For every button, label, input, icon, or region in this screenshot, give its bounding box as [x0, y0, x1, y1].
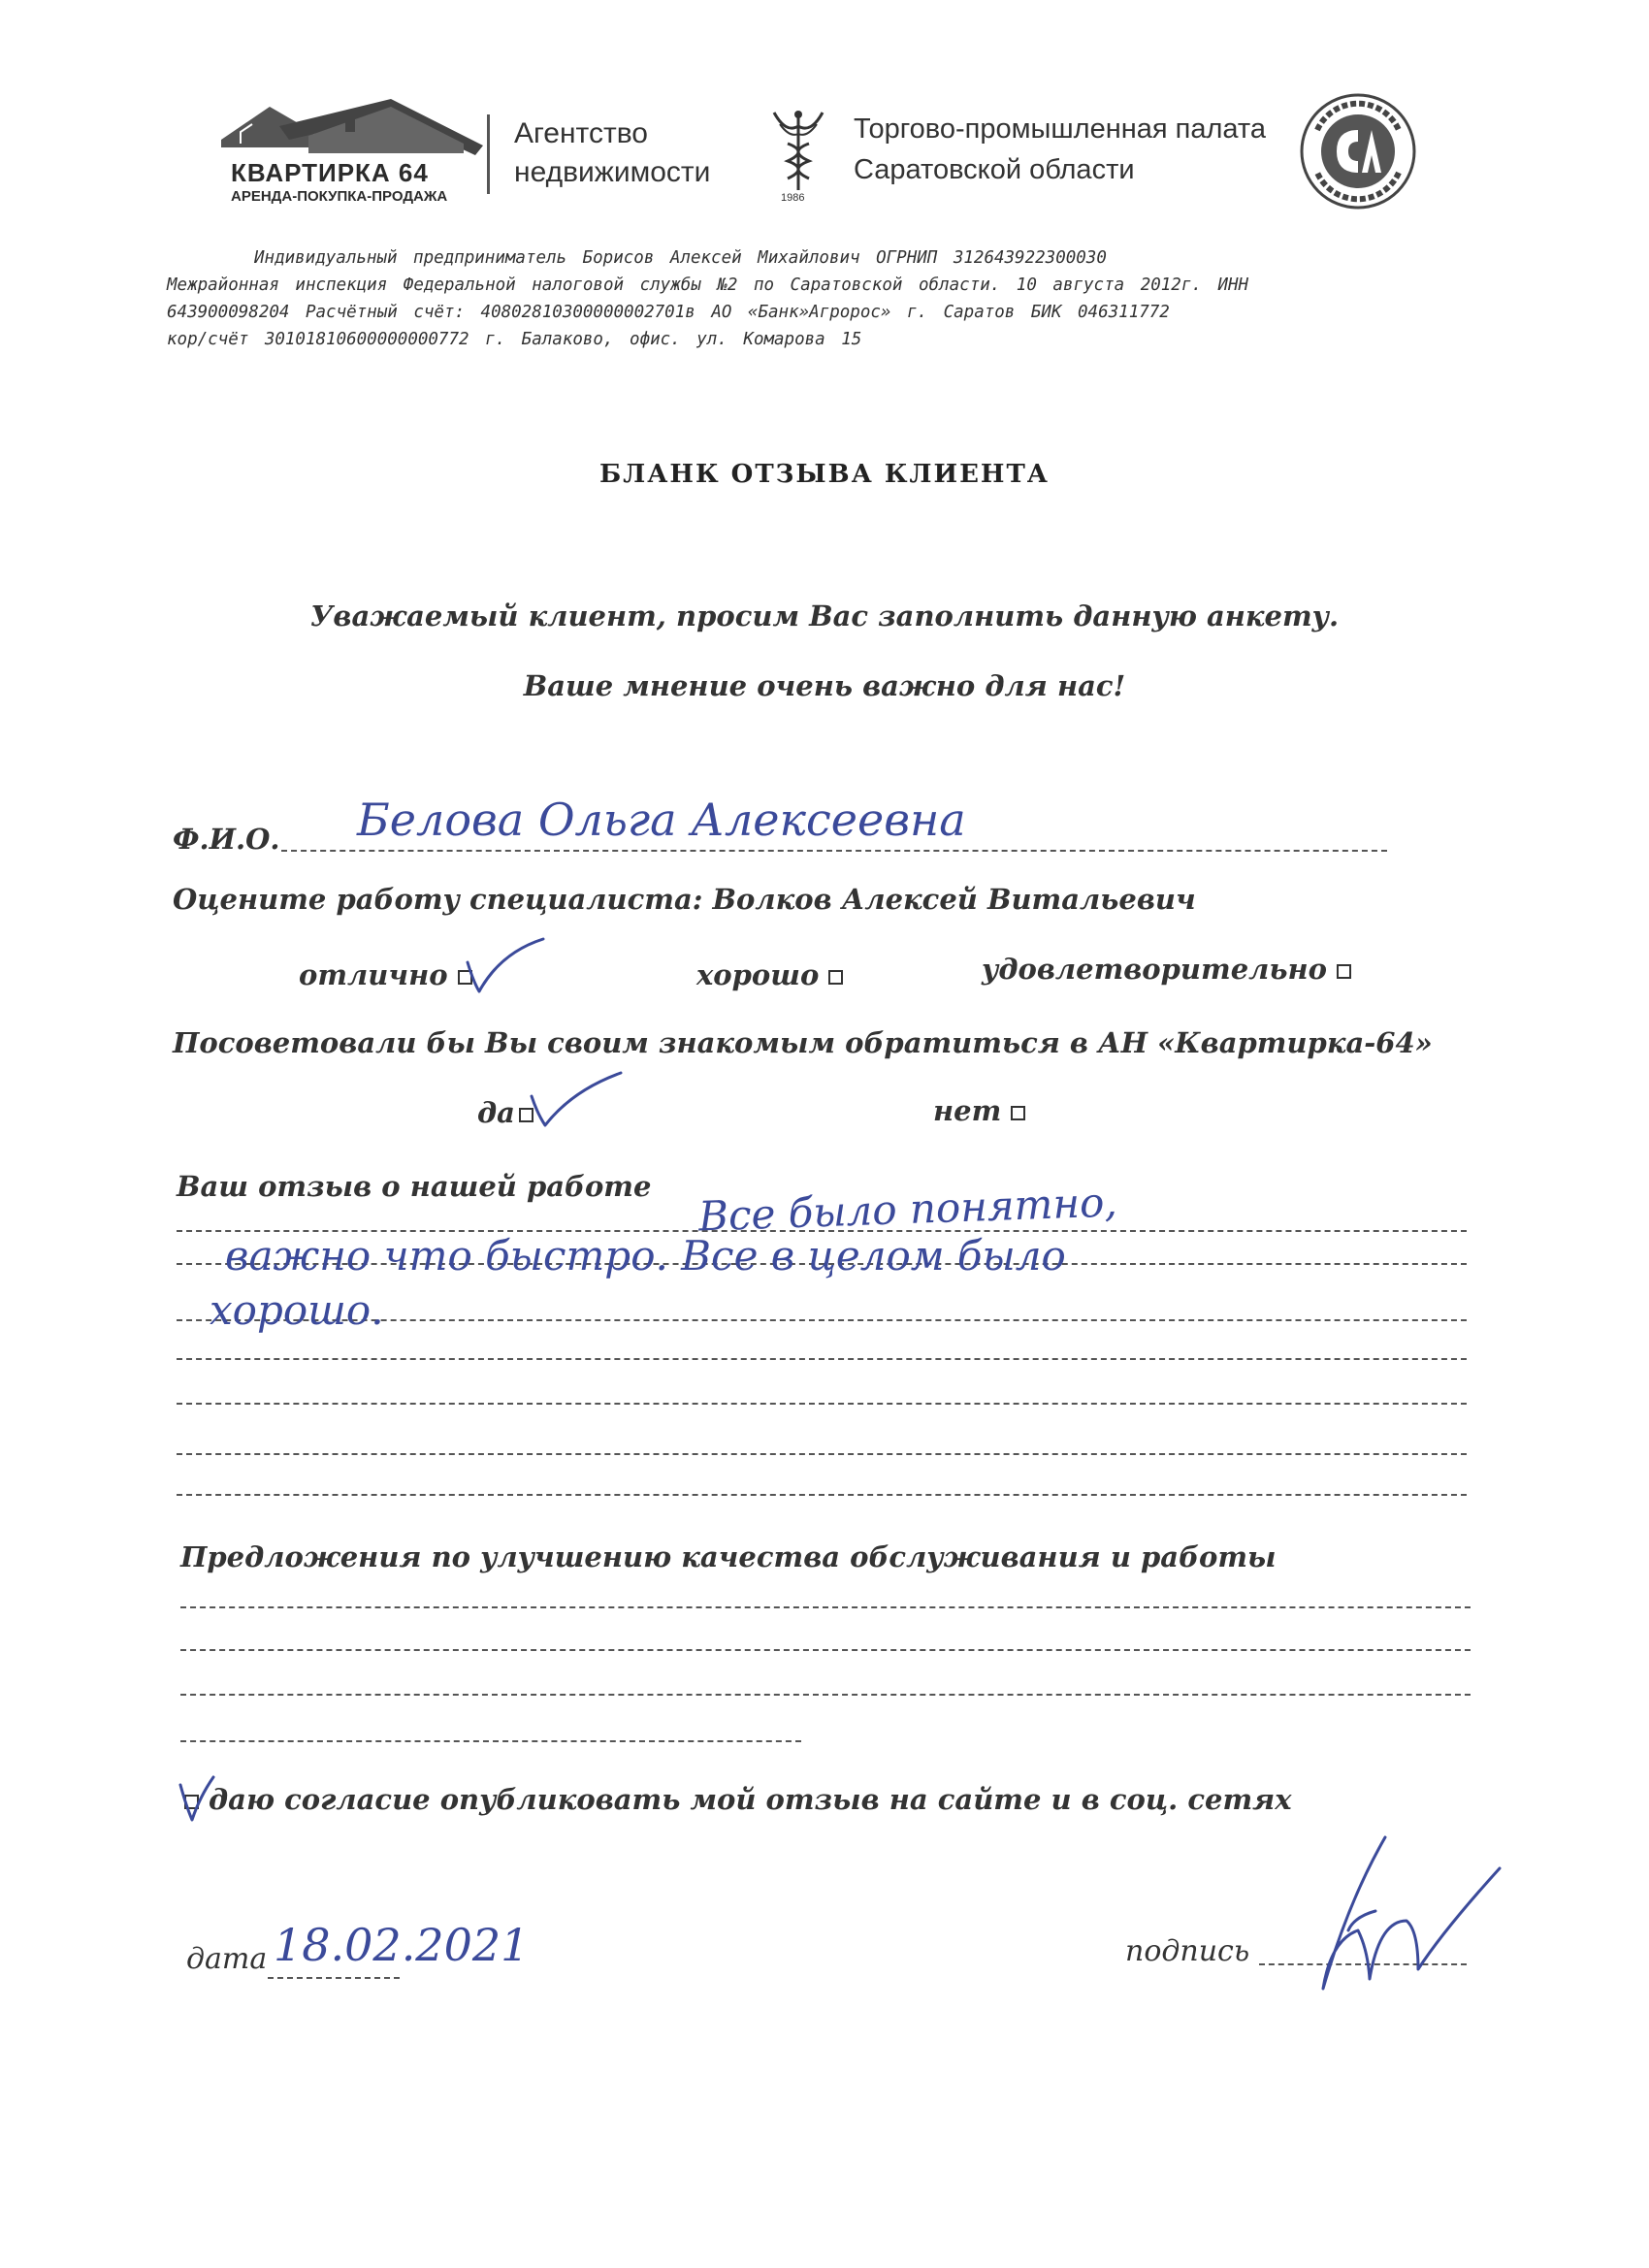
consent-text: даю согласие опубликовать мой отзыв на сайте и в соц. сетях — [209, 1783, 1292, 1816]
feedback-handwritten-line-1: Все было понятно, — [697, 1178, 1118, 1241]
name-label: Ф.И.О. — [173, 823, 280, 856]
rating-option-good[interactable] — [696, 958, 843, 991]
recommend-option-no[interactable] — [933, 1094, 1025, 1127]
suggestions-line — [180, 1740, 801, 1742]
suggestions-line — [180, 1606, 1471, 1608]
suggestions-line — [180, 1649, 1471, 1651]
signature-label: подпись — [1125, 1934, 1250, 1968]
signature-scribble — [1203, 1824, 1513, 2018]
header-divider — [487, 114, 490, 194]
feedback-handwritten-line-3: хорошо. — [210, 1286, 384, 1334]
legal-line-3: 643900098204 Расчётный счёт: 40802810300000002701в АО «Банк»Агророс» г. Саратов БИК 046311772 — [167, 303, 1170, 322]
chamber-line-2: Саратовской области — [854, 154, 1135, 185]
chamber-label — [854, 109, 1266, 190]
rating-question: Оцените работу специалиста: Волков Алексей Витальевич — [173, 883, 1196, 916]
feedback-handwritten-line-2: важно что быстро. Все в целом было — [225, 1232, 1066, 1280]
recommend-no-checkbox[interactable] — [1011, 1106, 1025, 1120]
rating-good-checkbox[interactable] — [828, 970, 843, 985]
date-label: дата — [186, 1942, 268, 1976]
agency-line-2: недвижимости — [514, 156, 711, 188]
date-underline — [268, 1977, 400, 1979]
rating-option-excellent[interactable] — [299, 958, 472, 991]
greeting-text: Уважаемый клиент, просим Вас заполнить данную анкету. — [309, 599, 1340, 632]
feedback-line — [177, 1494, 1467, 1496]
legal-line-2: Межрайонная инспекция Федеральной налоговой службы №2 по Саратовской области. 10 августа 2012г. ИНН — [167, 275, 1249, 295]
recommend-option-yes-label: да — [477, 1096, 515, 1129]
recommend-checkmark-icon — [524, 1067, 630, 1135]
name-underline — [281, 850, 1387, 852]
legal-line-1: Индивидуальный предприниматель Борисов Алексей Михайлович ОГРНИП 312643922300030 — [254, 248, 1107, 268]
feedback-line — [177, 1403, 1467, 1405]
suggestions-line — [180, 1694, 1471, 1696]
suggestions-label: Предложения по улучшению качества обслуживания и работы — [180, 1540, 1277, 1573]
recommend-option-no-label: нет — [933, 1094, 1002, 1127]
consent-checkmark-icon — [175, 1771, 223, 1830]
rating-option-satisfactory-label: удовлетворительно — [982, 953, 1327, 986]
agency-line-1: Агентство — [514, 117, 648, 149]
date-handwritten[interactable]: 18.02.2021 — [274, 1919, 530, 1971]
chamber-year: 1986 — [781, 192, 805, 204]
chamber-line-1: Торгово-промышленная палата — [854, 113, 1266, 145]
rating-option-satisfactory[interactable] — [982, 953, 1351, 986]
rating-satisfactory-checkbox[interactable] — [1337, 964, 1351, 979]
consent-row[interactable] — [184, 1783, 1292, 1816]
name-handwritten[interactable]: Белова Ольга Алексеевна — [357, 794, 966, 846]
recommend-question: Посоветовали бы Вы своим знакомым обратиться в АН «Квартирка-64» — [173, 1026, 1433, 1059]
legal-line-4: кор/счёт 30101810600000000772 г. Балаково, офис. ул. Комарова 15 — [167, 330, 862, 349]
agents-union-seal-icon — [1298, 91, 1418, 211]
agency-label — [514, 114, 710, 192]
rating-option-excellent-label: отлично — [299, 958, 448, 991]
feedback-line — [177, 1453, 1467, 1455]
rating-option-good-label: хорошо — [696, 958, 820, 991]
importance-text: Ваше мнение очень важно для нас! — [523, 669, 1126, 702]
brand-tagline: АРЕНДА-ПОКУПКА-ПРОДАЖА — [231, 188, 448, 205]
feedback-line — [177, 1358, 1467, 1360]
rating-checkmark-icon — [458, 933, 555, 1001]
brand-name: КВАРТИРКА 64 — [231, 158, 429, 187]
form-title: БЛАНК ОТЗЫВА КЛИЕНТА — [599, 460, 1050, 489]
feedback-label: Ваш отзыв о нашей работе — [177, 1170, 652, 1203]
legal-details — [167, 244, 1467, 353]
